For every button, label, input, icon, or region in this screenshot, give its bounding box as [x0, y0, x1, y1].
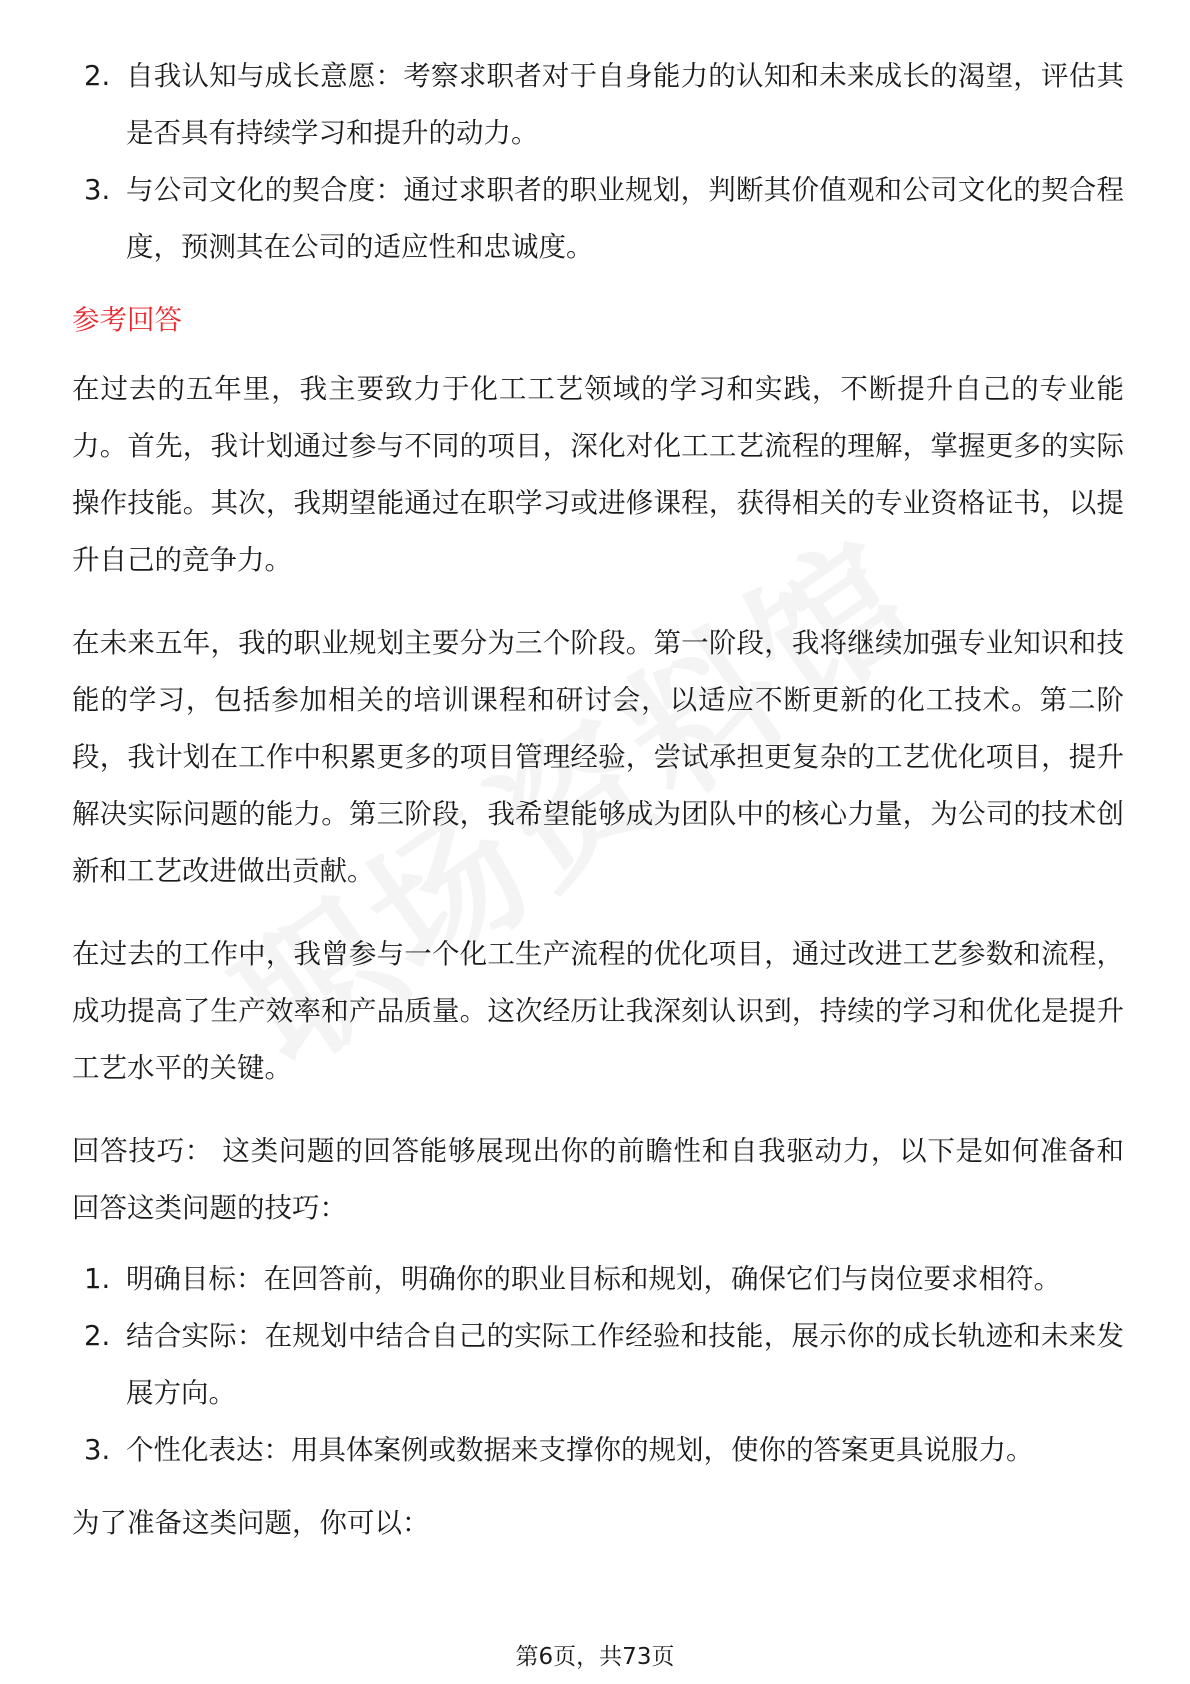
list-number: 2.	[84, 60, 111, 92]
list-item	[72, 48, 1124, 162]
list-number: 2.	[84, 1320, 111, 1352]
list-item	[72, 1251, 1124, 1308]
list-number: 3.	[84, 174, 111, 206]
closing-line: 为了准备这类问题，你可以：	[72, 1507, 430, 1539]
list-item-text: 结合实际：在规划中结合自己的实际工作经验和技能，展示你的成长轨迹和未来发展方向。	[126, 1320, 1124, 1409]
list-item-text: 自我认知与成长意愿：考察求职者对于自身能力的认知和未来成长的渴望，评估其是否具有持续学习和提升的动力。	[126, 60, 1124, 149]
tips-list	[72, 1251, 1124, 1479]
list-item	[72, 1422, 1124, 1479]
paragraph: 在过去的工作中，我曾参与一个化工生产流程的优化项目，通过改进工艺参数和流程，成功提高了生产效率和产品质量。这次经历让我深刻认识到，持续的学习和优化是提升工艺水平的关键。	[72, 938, 1124, 1084]
paragraph: 在未来五年，我的职业规划主要分为三个阶段。第一阶段，我将继续加强专业知识和技能的学习，包括参加相关的培训课程和研讨会，以适应不断更新的化工技术。第二阶段，我计划在工作中积累更多的项目管理经验，尝试承担更复杂的工艺优化项目，提升解决实际问题的能力。第三阶段，我希望能够成为团队中的核心力量，为公司的技术创新和工艺改进做出贡献。	[72, 627, 1124, 887]
list-number: 3.	[84, 1434, 111, 1466]
page-footer: 第6页，共73页	[515, 1644, 675, 1670]
paragraph: 回答技巧： 这类问题的回答能够展现出你的前瞻性和自我驱动力，以下是如何准备和回答这类问题的技巧：	[72, 1135, 1124, 1224]
list-item	[72, 162, 1124, 276]
list-number: 1.	[84, 1263, 111, 1295]
paragraph: 在过去的五年里，我主要致力于化工工艺领域的学习和实践，不断提升自己的专业能力。首先，我计划通过参与不同的项目，深化对化工工艺流程的理解，掌握更多的实际操作技能。其次，我期望能通过在职学习或进修课程，获得相关的专业资格证书，以提升自己的竞争力。	[72, 373, 1124, 576]
list-item-text: 个性化表达：用具体案例或数据来支撑你的规划，使你的答案更具说服力。	[126, 1434, 1034, 1466]
criteria-list	[72, 48, 1124, 276]
list-item-text: 与公司文化的契合度：通过求职者的职业规划，判断其价值观和公司文化的契合程度，预测其在公司的适应性和忠诚度。	[126, 174, 1124, 263]
list-item	[72, 1308, 1124, 1422]
list-item-text: 明确目标：在回答前，明确你的职业目标和规划，确保它们与岗位要求相符。	[126, 1263, 1061, 1295]
section-title: 参考回答	[72, 304, 182, 336]
page-content	[72, 48, 1124, 1578]
